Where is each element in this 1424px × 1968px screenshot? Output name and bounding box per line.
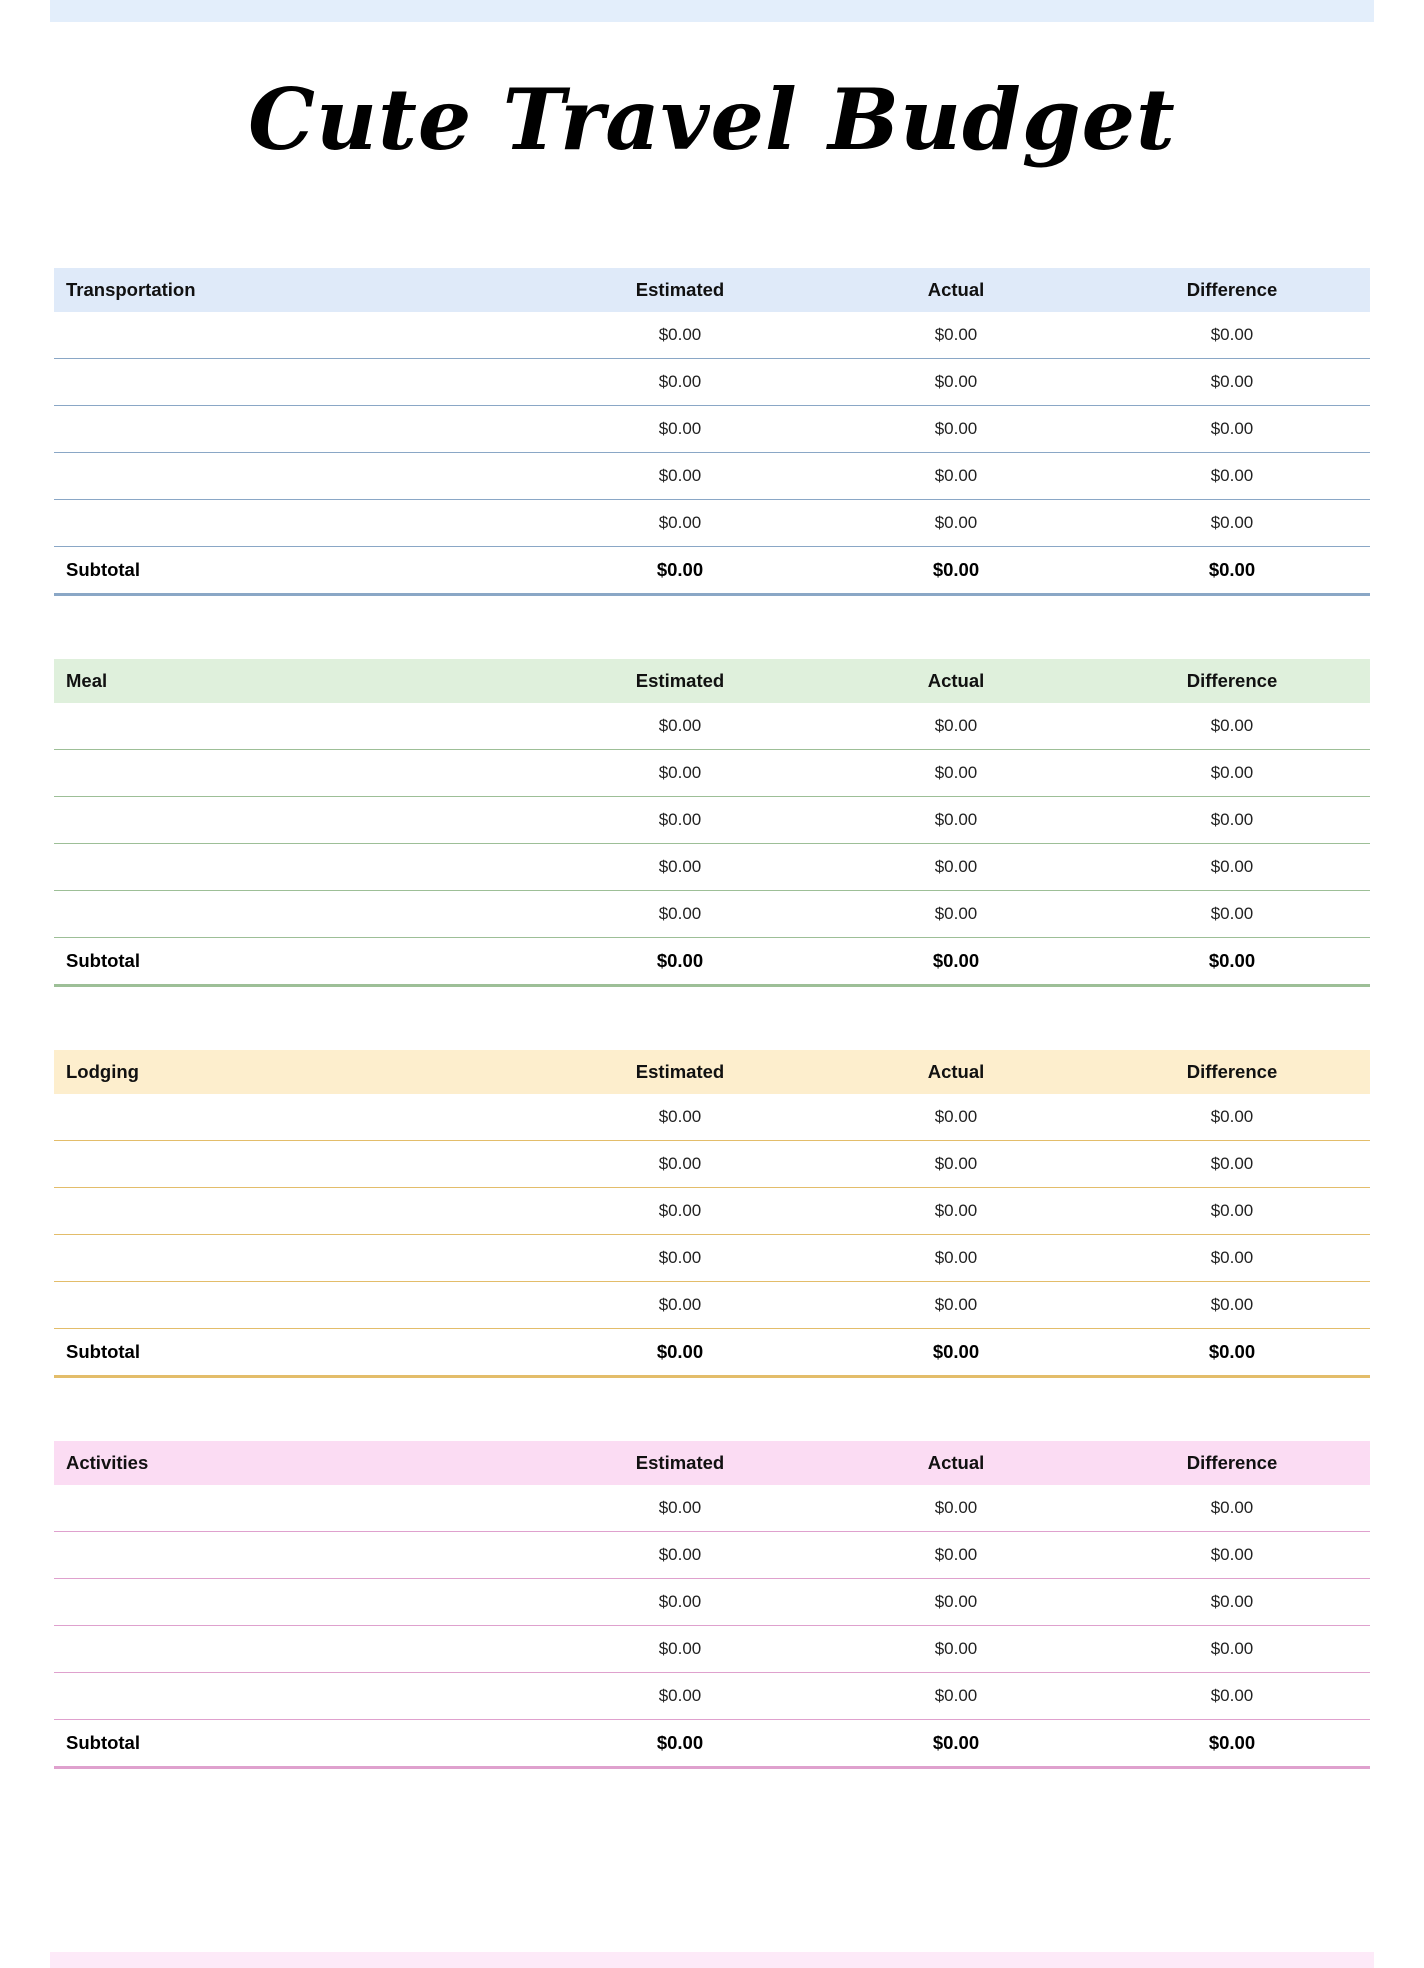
row-estimated-cell[interactable]: $0.00 bbox=[542, 312, 818, 359]
subtotal-label: Subtotal bbox=[54, 938, 542, 986]
row-estimated-cell[interactable]: $0.00 bbox=[542, 1141, 818, 1188]
row-label-cell[interactable] bbox=[54, 1282, 542, 1329]
row-label-cell[interactable] bbox=[54, 1626, 542, 1673]
table-row[interactable] bbox=[54, 844, 1370, 891]
row-estimated-cell[interactable]: $0.00 bbox=[542, 703, 818, 750]
row-difference-cell: $0.00 bbox=[1094, 1532, 1370, 1579]
row-actual-cell[interactable]: $0.00 bbox=[818, 500, 1094, 547]
row-label-cell[interactable] bbox=[54, 1235, 542, 1282]
row-label-cell[interactable] bbox=[54, 500, 542, 547]
column-header-difference: Difference bbox=[1186, 279, 1278, 300]
column-header-estimated: Estimated bbox=[635, 1452, 725, 1473]
subtotal-row bbox=[54, 1720, 1370, 1768]
subtotal-difference: $0.00 bbox=[1094, 1720, 1370, 1768]
row-actual-cell[interactable]: $0.00 bbox=[818, 891, 1094, 938]
row-label-cell[interactable] bbox=[54, 1532, 542, 1579]
row-actual-cell[interactable]: $0.00 bbox=[818, 1532, 1094, 1579]
column-header-difference: Difference bbox=[1186, 670, 1278, 691]
table-header-row bbox=[54, 1441, 1370, 1485]
row-estimated-cell[interactable]: $0.00 bbox=[542, 1235, 818, 1282]
subtotal-difference: $0.00 bbox=[1094, 547, 1370, 595]
table-row[interactable] bbox=[54, 500, 1370, 547]
table-row[interactable] bbox=[54, 750, 1370, 797]
row-actual-cell[interactable]: $0.00 bbox=[818, 797, 1094, 844]
row-label-cell[interactable] bbox=[54, 1141, 542, 1188]
row-label-cell[interactable] bbox=[54, 1188, 542, 1235]
row-difference-cell: $0.00 bbox=[1094, 1626, 1370, 1673]
row-actual-cell[interactable]: $0.00 bbox=[818, 359, 1094, 406]
subtotal-estimated: $0.00 bbox=[542, 938, 818, 986]
table-row[interactable] bbox=[54, 1141, 1370, 1188]
row-difference-cell: $0.00 bbox=[1094, 1094, 1370, 1141]
row-actual-cell[interactable]: $0.00 bbox=[818, 312, 1094, 359]
section-table-transportation bbox=[54, 268, 1370, 596]
section-table-meal bbox=[54, 659, 1370, 987]
row-difference-cell: $0.00 bbox=[1094, 1485, 1370, 1532]
row-estimated-cell[interactable]: $0.00 bbox=[542, 844, 818, 891]
column-header-estimated: Estimated bbox=[635, 279, 725, 300]
row-estimated-cell[interactable]: $0.00 bbox=[542, 500, 818, 547]
subtotal-estimated: $0.00 bbox=[542, 1720, 818, 1768]
table-row[interactable] bbox=[54, 1235, 1370, 1282]
row-label-cell[interactable] bbox=[54, 750, 542, 797]
row-difference-cell: $0.00 bbox=[1094, 1235, 1370, 1282]
row-label-cell[interactable] bbox=[54, 797, 542, 844]
table-row[interactable] bbox=[54, 359, 1370, 406]
row-difference-cell: $0.00 bbox=[1094, 1282, 1370, 1329]
section-table-lodging bbox=[54, 1050, 1370, 1378]
table-row[interactable] bbox=[54, 1579, 1370, 1626]
subtotal-difference: $0.00 bbox=[1094, 938, 1370, 986]
column-header-difference: Difference bbox=[1186, 1061, 1278, 1082]
row-actual-cell[interactable]: $0.00 bbox=[818, 750, 1094, 797]
row-difference-cell: $0.00 bbox=[1094, 359, 1370, 406]
row-actual-cell[interactable]: $0.00 bbox=[818, 703, 1094, 750]
subtotal-estimated: $0.00 bbox=[542, 547, 818, 595]
section-title-activities: Activities bbox=[66, 1452, 149, 1473]
table-row[interactable] bbox=[54, 797, 1370, 844]
budget-sections bbox=[54, 268, 1370, 1769]
row-actual-cell[interactable]: $0.00 bbox=[818, 1141, 1094, 1188]
column-header-difference: Difference bbox=[1186, 1452, 1278, 1473]
row-label-cell[interactable] bbox=[54, 1094, 542, 1141]
row-label-cell[interactable] bbox=[54, 359, 542, 406]
column-header-actual: Actual bbox=[927, 1061, 985, 1082]
row-label-cell[interactable] bbox=[54, 891, 542, 938]
subtotal-actual: $0.00 bbox=[818, 1329, 1094, 1377]
row-label-cell[interactable] bbox=[54, 453, 542, 500]
row-label-cell[interactable] bbox=[54, 1485, 542, 1532]
subtotal-row bbox=[54, 1329, 1370, 1377]
row-estimated-cell[interactable]: $0.00 bbox=[542, 1532, 818, 1579]
table-header-row bbox=[54, 268, 1370, 312]
row-label-cell[interactable] bbox=[54, 844, 542, 891]
row-difference-cell: $0.00 bbox=[1094, 406, 1370, 453]
row-estimated-cell[interactable]: $0.00 bbox=[542, 453, 818, 500]
row-estimated-cell[interactable]: $0.00 bbox=[542, 1579, 818, 1626]
row-difference-cell: $0.00 bbox=[1094, 750, 1370, 797]
row-actual-cell[interactable]: $0.00 bbox=[818, 1282, 1094, 1329]
section-table-activities bbox=[54, 1441, 1370, 1769]
table-row[interactable] bbox=[54, 1485, 1370, 1532]
row-estimated-cell[interactable]: $0.00 bbox=[542, 1673, 818, 1720]
table-row[interactable] bbox=[54, 312, 1370, 359]
row-actual-cell[interactable]: $0.00 bbox=[818, 1235, 1094, 1282]
column-header-actual: Actual bbox=[927, 279, 985, 300]
section-title-transportation: Transportation bbox=[66, 279, 196, 300]
subtotal-actual: $0.00 bbox=[818, 1720, 1094, 1768]
row-actual-cell[interactable]: $0.00 bbox=[818, 1094, 1094, 1141]
row-actual-cell[interactable]: $0.00 bbox=[818, 1485, 1094, 1532]
table-row[interactable] bbox=[54, 1532, 1370, 1579]
row-estimated-cell[interactable]: $0.00 bbox=[542, 1188, 818, 1235]
row-actual-cell[interactable]: $0.00 bbox=[818, 1673, 1094, 1720]
row-actual-cell[interactable]: $0.00 bbox=[818, 406, 1094, 453]
row-difference-cell: $0.00 bbox=[1094, 797, 1370, 844]
row-actual-cell[interactable]: $0.00 bbox=[818, 453, 1094, 500]
row-estimated-cell[interactable]: $0.00 bbox=[542, 891, 818, 938]
row-difference-cell: $0.00 bbox=[1094, 1141, 1370, 1188]
subtotal-row bbox=[54, 547, 1370, 595]
column-header-estimated: Estimated bbox=[635, 1061, 725, 1082]
subtotal-label: Subtotal bbox=[54, 1329, 542, 1377]
table-row[interactable] bbox=[54, 1626, 1370, 1673]
row-difference-cell: $0.00 bbox=[1094, 1188, 1370, 1235]
column-header-actual: Actual bbox=[927, 1452, 985, 1473]
table-header-row bbox=[54, 1050, 1370, 1094]
top-decorative-band bbox=[50, 0, 1374, 22]
row-estimated-cell[interactable]: $0.00 bbox=[542, 1485, 818, 1532]
row-estimated-cell[interactable]: $0.00 bbox=[542, 750, 818, 797]
table-row[interactable] bbox=[54, 703, 1370, 750]
row-estimated-cell[interactable]: $0.00 bbox=[542, 797, 818, 844]
row-label-cell[interactable] bbox=[54, 406, 542, 453]
section-title-meal: Meal bbox=[66, 670, 108, 691]
table-row[interactable] bbox=[54, 1094, 1370, 1141]
column-header-actual: Actual bbox=[927, 670, 985, 691]
table-row[interactable] bbox=[54, 1188, 1370, 1235]
column-header-estimated: Estimated bbox=[635, 670, 725, 691]
table-row[interactable] bbox=[54, 1673, 1370, 1720]
row-difference-cell: $0.00 bbox=[1094, 844, 1370, 891]
row-estimated-cell[interactable]: $0.00 bbox=[542, 406, 818, 453]
row-difference-cell: $0.00 bbox=[1094, 703, 1370, 750]
row-estimated-cell[interactable]: $0.00 bbox=[542, 1282, 818, 1329]
table-row[interactable] bbox=[54, 891, 1370, 938]
row-label-cell[interactable] bbox=[54, 703, 542, 750]
row-actual-cell[interactable]: $0.00 bbox=[818, 844, 1094, 891]
row-difference-cell: $0.00 bbox=[1094, 312, 1370, 359]
row-label-cell[interactable] bbox=[54, 312, 542, 359]
row-estimated-cell[interactable]: $0.00 bbox=[542, 1626, 818, 1673]
row-difference-cell: $0.00 bbox=[1094, 1579, 1370, 1626]
subtotal-actual: $0.00 bbox=[818, 938, 1094, 986]
row-actual-cell[interactable]: $0.00 bbox=[818, 1579, 1094, 1626]
section-title-lodging: Lodging bbox=[66, 1061, 139, 1082]
bottom-decorative-band bbox=[50, 1952, 1374, 1968]
subtotal-actual: $0.00 bbox=[818, 547, 1094, 595]
subtotal-estimated: $0.00 bbox=[542, 1329, 818, 1377]
subtotal-row bbox=[54, 938, 1370, 986]
table-row[interactable] bbox=[54, 453, 1370, 500]
subtotal-label: Subtotal bbox=[54, 547, 542, 595]
row-difference-cell: $0.00 bbox=[1094, 453, 1370, 500]
page-title: Cute Travel Budget bbox=[248, 70, 1176, 169]
table-header-row bbox=[54, 659, 1370, 703]
row-estimated-cell[interactable]: $0.00 bbox=[542, 1094, 818, 1141]
row-estimated-cell[interactable]: $0.00 bbox=[542, 359, 818, 406]
subtotal-label: Subtotal bbox=[54, 1720, 542, 1768]
subtotal-difference: $0.00 bbox=[1094, 1329, 1370, 1377]
row-difference-cell: $0.00 bbox=[1094, 500, 1370, 547]
row-difference-cell: $0.00 bbox=[1094, 1673, 1370, 1720]
row-label-cell[interactable] bbox=[54, 1673, 542, 1720]
row-difference-cell: $0.00 bbox=[1094, 891, 1370, 938]
table-row[interactable] bbox=[54, 406, 1370, 453]
row-actual-cell[interactable]: $0.00 bbox=[818, 1188, 1094, 1235]
row-actual-cell[interactable]: $0.00 bbox=[818, 1626, 1094, 1673]
row-label-cell[interactable] bbox=[54, 1579, 542, 1626]
table-row[interactable] bbox=[54, 1282, 1370, 1329]
